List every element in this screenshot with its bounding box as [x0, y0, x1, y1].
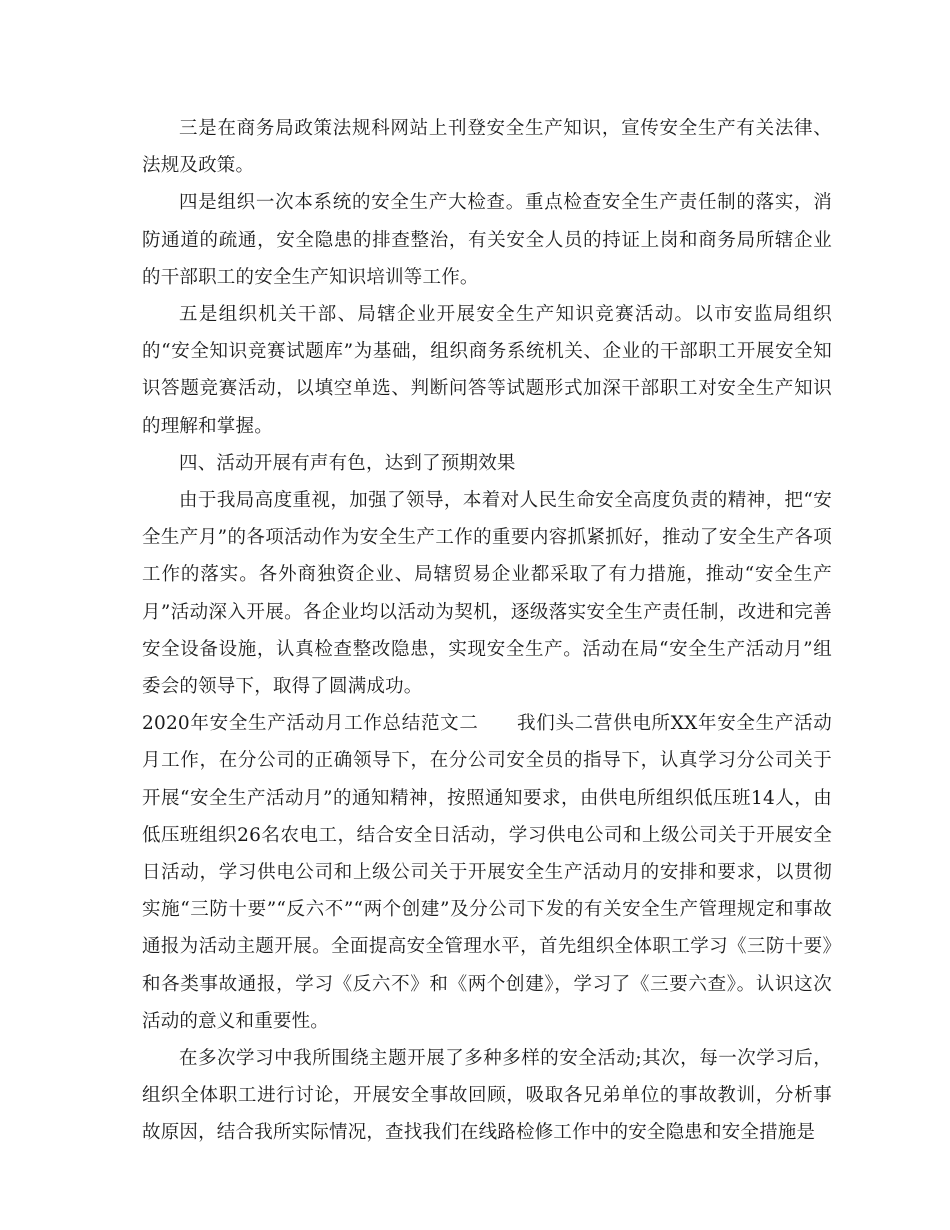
- paragraph-results: 由于我局高度重视，加强了领导，本着对人民生命安全高度负责的精神，把“安全生产月”的各项活动作为安全生产工作的重要内容抓紧抓好，推动了安全生产各项工作的落实。各外商独资企业、局辖贸易企业都采取了有力措施，推动“安全生产月”活动深入开展。各企业均以活动为契机，逐级落实安全生产责任制，改进和完善安全设备设施，认真检查整改隐患，实现安全生产。活动在局“安全生产活动月”组委会的领导下，取得了圆满成功。: [142, 490, 832, 698]
- paragraph-knowledge-contest: 五是组织机关干部、局辖企业开展安全生产知识竞赛活动。以市安监局组织的“安全知识竞赛试题库”为基础，组织商务系统机关、企业的干部职工开展安全知识答题竞赛活动，以填空单选、判断问答等试题形式加深干部职工对安全生产知识的理解和掌握。: [142, 304, 832, 437]
- document-body: [142, 110, 832, 1152]
- paragraph-sample-two: 2020年安全生产活动月工作总结范文二 我们头二营供电所XX年安全生产活动月工作，在分公司的正确领导下，在分公司安全员的指导下，认真学习分公司关于开展“安全生产活动月”的通知精神，按照通知要求，由供电所组织低压班14人，由低压班组织26名农电工，结合安全日活动，学习供电公司和上级公司关于开展安全日活动，学习供电公司和上级公司关于开展安全生产活动月的安排和要求，以贯彻实施“三防十要”“反六不”“两个创建”及分公司下发的有关安全生产管理规定和事故通报为活动主题开展。全面提高安全管理水平，首先组织全体职工学习《三防十要》和各类事故通报，学习《反六不》和《两个创建》，学习了《三要六查》。认识这次活动的意义和重要性。: [142, 713, 832, 1032]
- section-heading-effect: 四、活动开展有声有色，达到了预期效果: [179, 452, 516, 474]
- paragraph-publish-knowledge: 三是在商务局政策法规科网站上刊登安全生产知识，宣传安全生产有关法律、法规及政策。: [142, 118, 832, 177]
- paragraph-safety-inspection: 四是组织一次本系统的安全生产大检查。重点检查安全生产责任制的落实，消防通道的疏通，安全隐患的排查整治，有关安全人员的持证上岗和商务局所辖企业的干部职工的安全生产知识培训等工作。: [142, 192, 832, 288]
- paragraph-activities: 在多次学习中我所围绕主题开展了多种多样的安全活动;其次，每一次学习后，组织全体职工进行讨论，开展安全事故回顾，吸取各兄弟单位的事故教训，分析事故原因，结合我所实际情况，查找我们在线路检修工作中的安全隐患和安全措施是: [142, 1048, 832, 1144]
